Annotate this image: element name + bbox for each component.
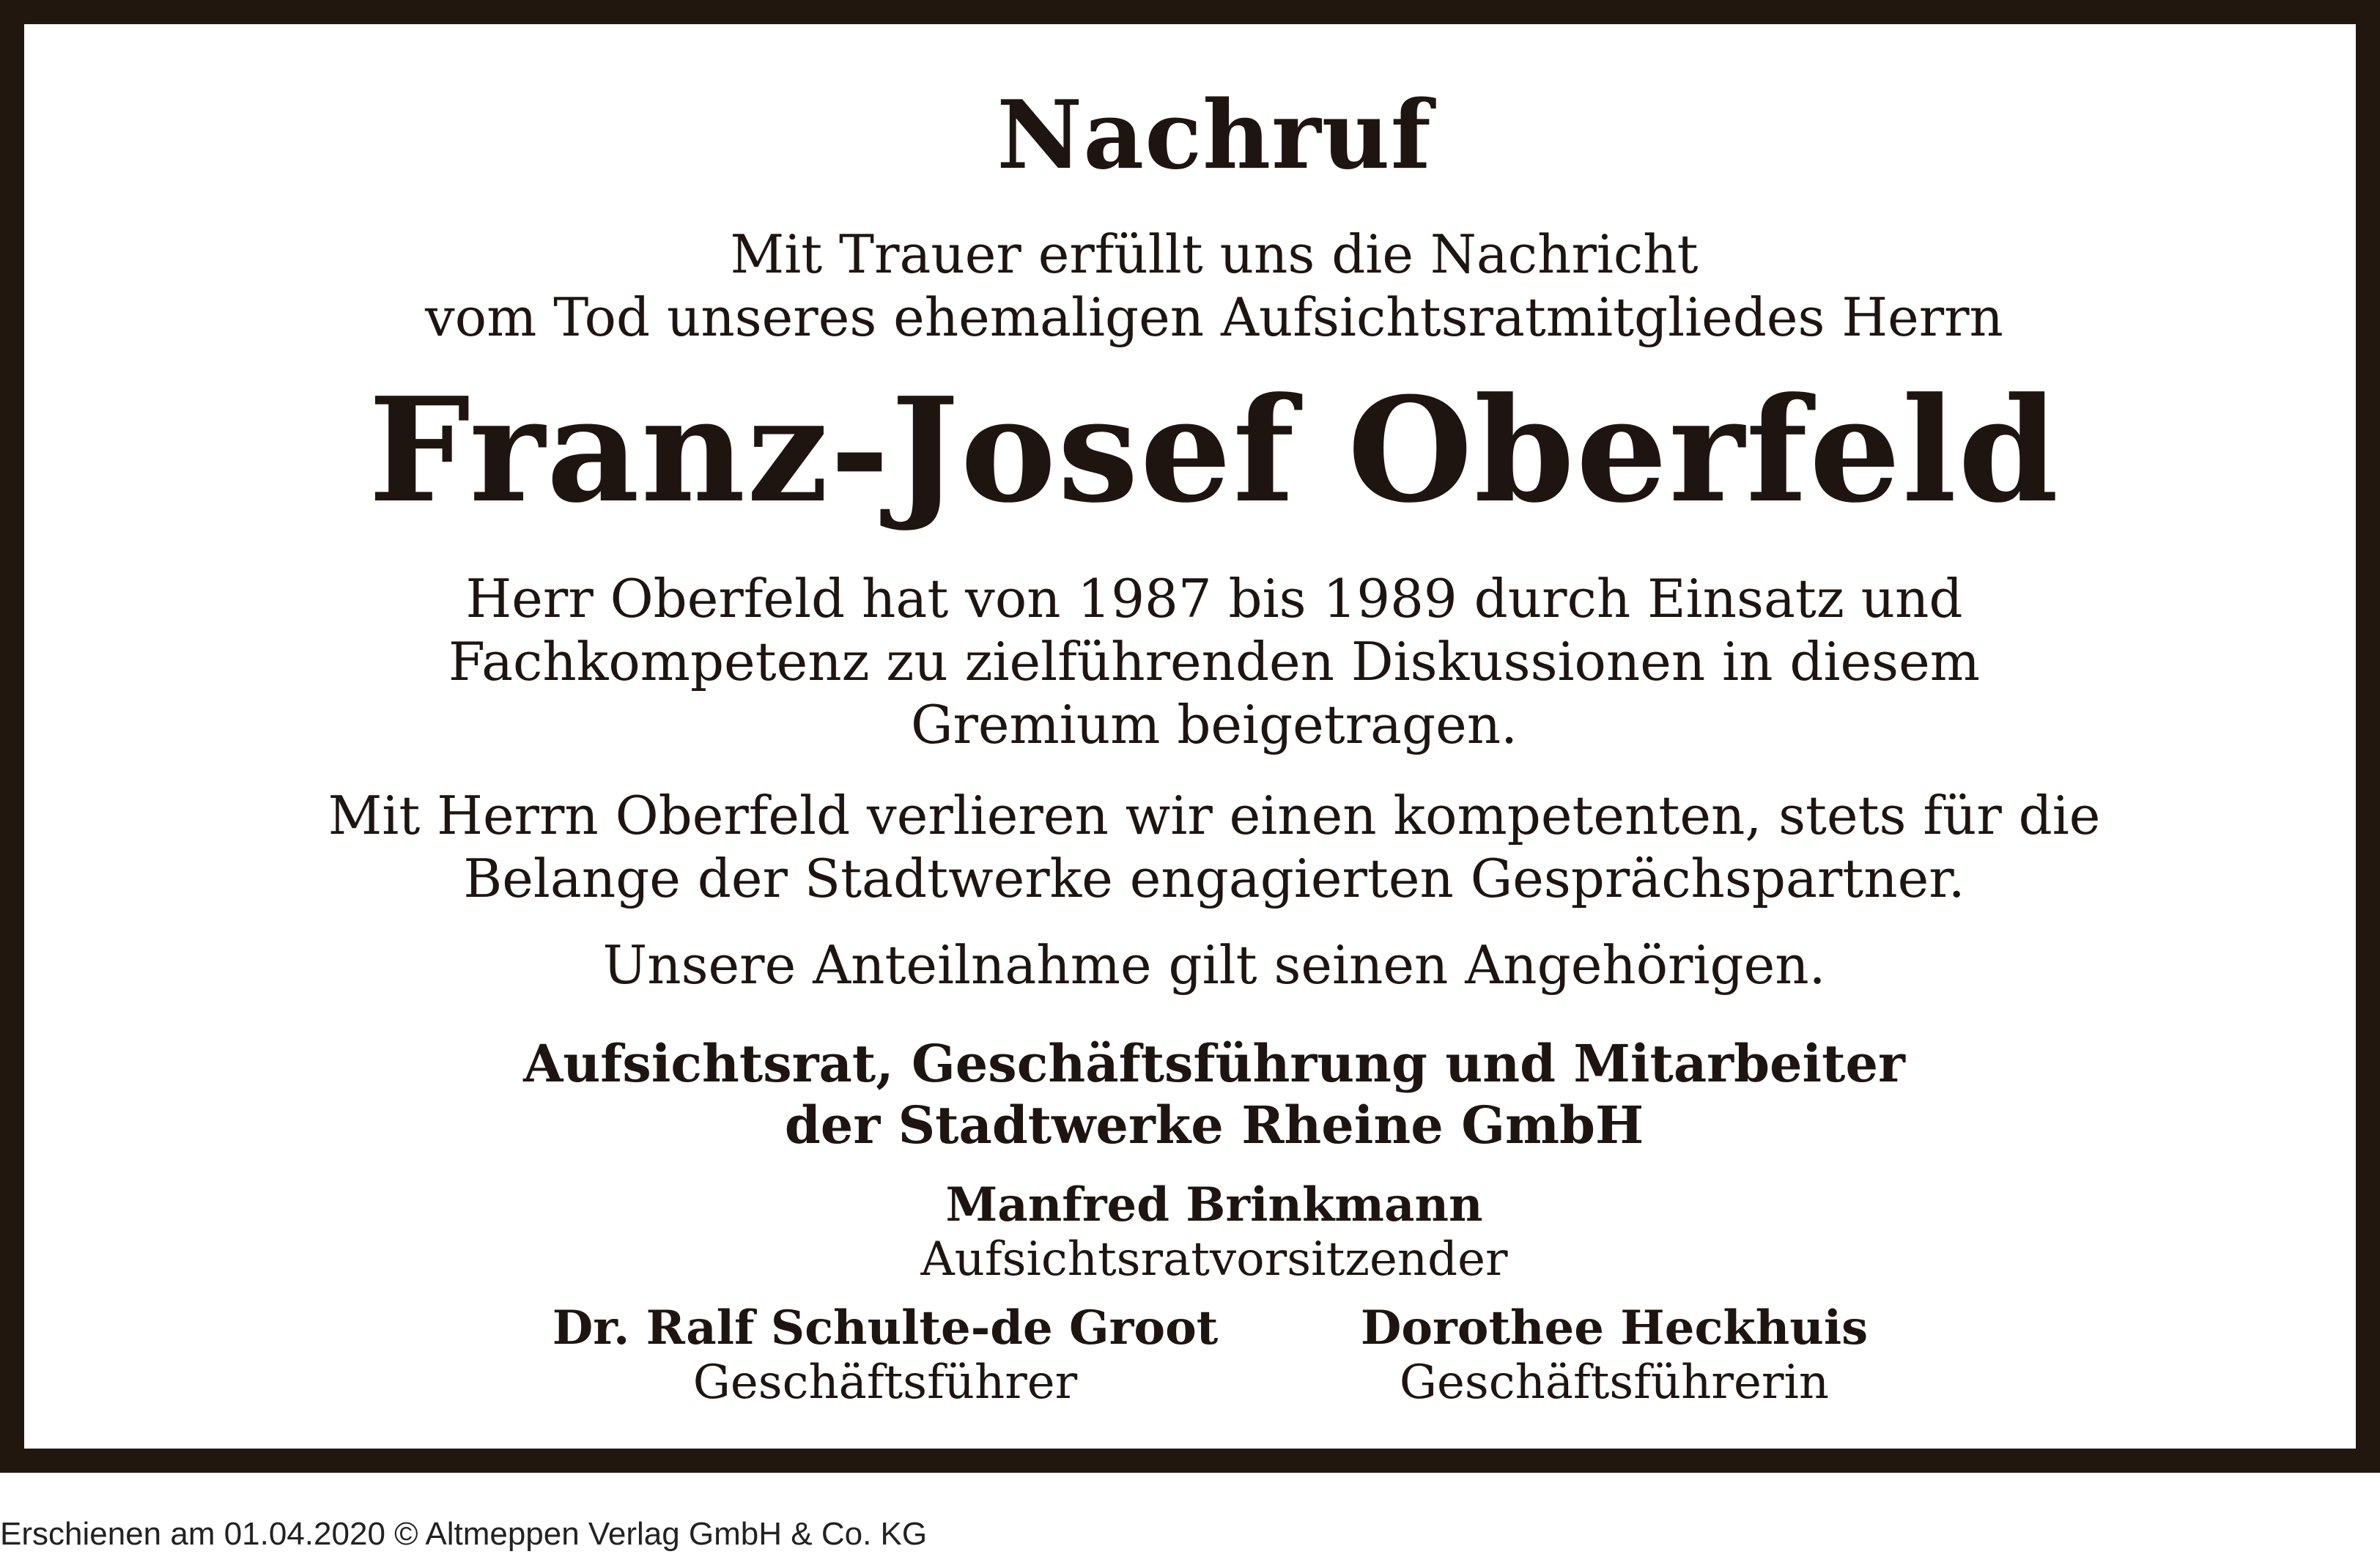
signatory-left-name: Dr. Ralf Schulte-de Groot [552,1301,1219,1356]
intro-line-1: Mit Trauer erfüllt uns die Nachricht [730,223,1699,285]
intro-line-2: vom Tod unseres ehemaligen Aufsichtsratmitgliedes Herrn [425,286,2003,348]
paragraph-3: Unsere Anteilnahme gilt seinen Angehörigen. [602,934,1826,996]
paragraph-1-line-1: Herr Oberfeld hat von 1987 bis 1989 durch Einsatz und [465,568,1963,629]
chair-role: Aufsichtsratvorsitzender [920,1232,1508,1287]
signatory-left-role: Geschäftsführer [692,1356,1078,1410]
deceased-name: Franz-Josef Oberfeld [368,366,2061,535]
paragraph-1-line-3: Gremium beigetragen. [910,694,1518,755]
paragraph-2-line-2: Belange der Stadtwerke engagierten Gesprächspartner. [463,848,1965,909]
signatory-right-name: Dorothee Heckhuis [1360,1301,1869,1356]
notice-title: Nachruf [997,81,1432,191]
organization-line-2: der Stadtwerke Rheine GmbH [784,1095,1644,1155]
publication-footer: Erschienen am 01.04.2020 © Altmeppen Verlag GmbH & Co. KG [0,1516,928,1552]
chair-name: Manfred Brinkmann [945,1177,1483,1232]
signatory-right-role: Geschäftsführerin [1399,1356,1830,1410]
organization-line-1: Aufsichtsrat, Geschäftsführung und Mitarbeiter [523,1033,1905,1094]
paragraph-2-line-1: Mit Herrn Oberfeld verlieren wir einen kompetenten, stets für die [328,785,2101,846]
paragraph-1-line-2: Fachkompetenz zu zielführenden Diskussionen in diesem [448,631,1980,692]
